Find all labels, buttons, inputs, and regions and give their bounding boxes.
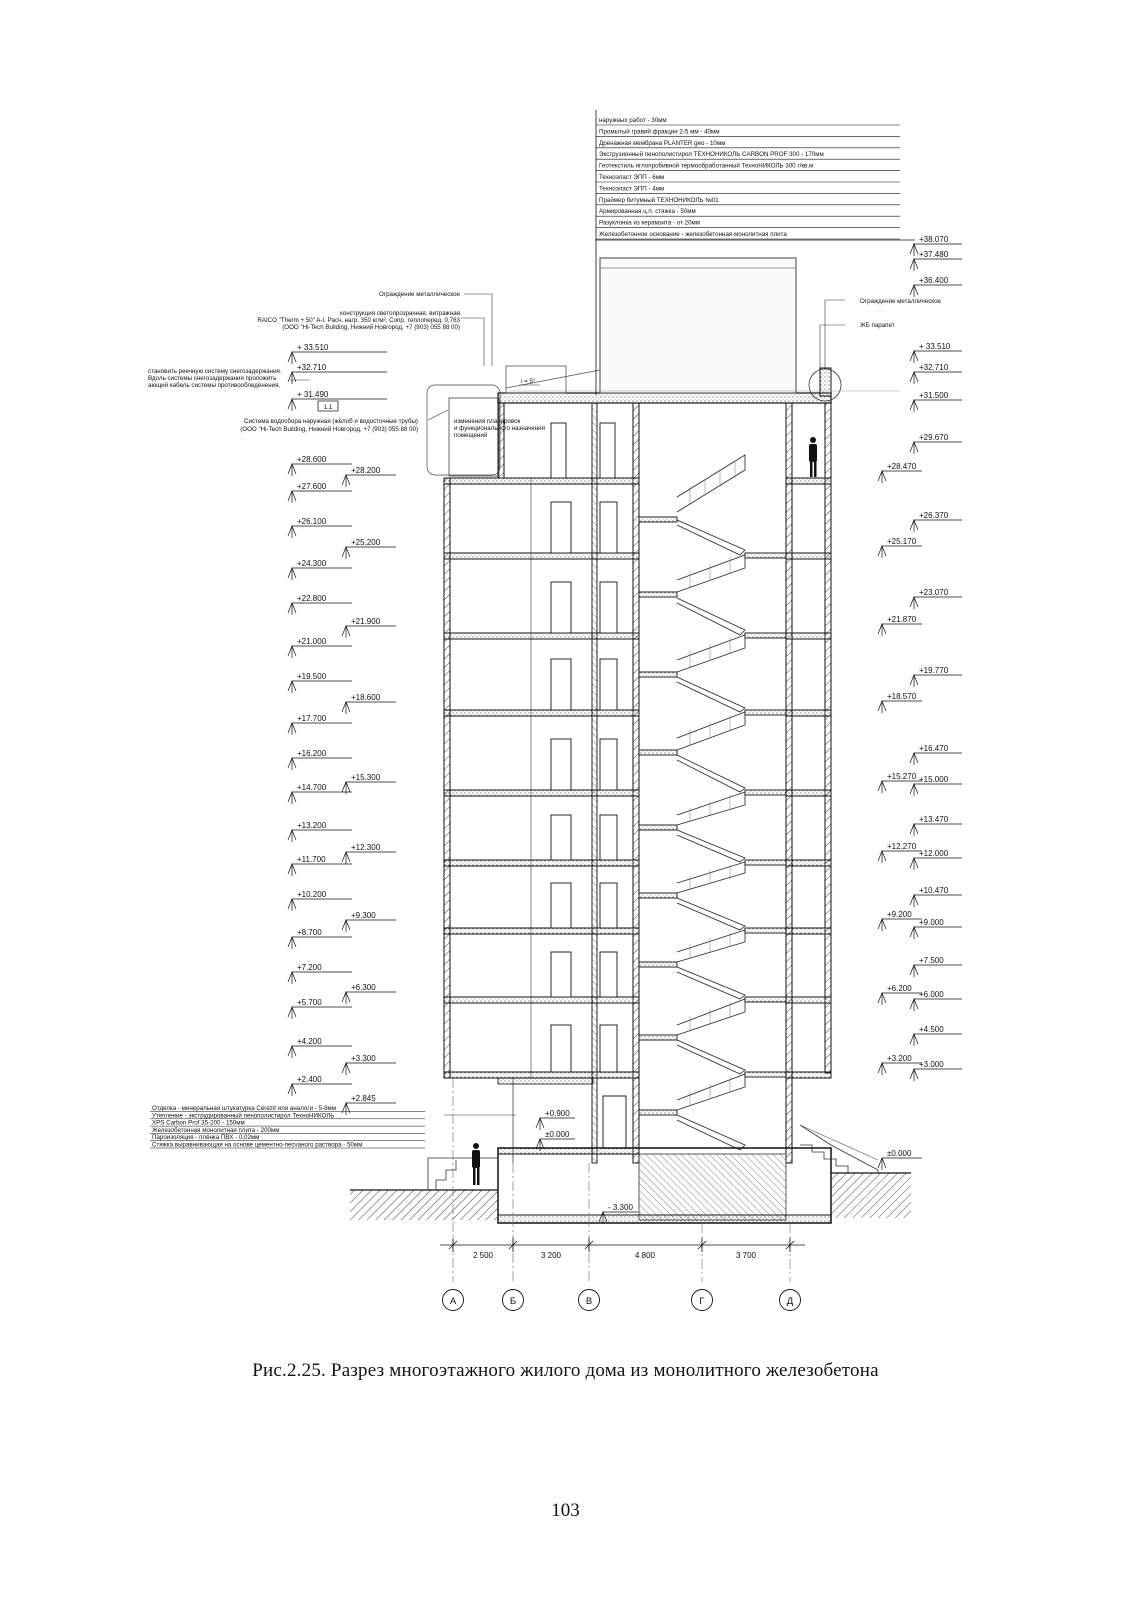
level-value: +12.270 — [887, 842, 917, 851]
building-structure — [290, 110, 915, 1282]
level-value: +37.480 — [919, 250, 949, 259]
roof-layer-label: Техноэласт ЭПП - 4мм — [599, 185, 665, 193]
detail-node-mark: 1.1 — [323, 404, 333, 411]
level-value: +21.900 — [351, 617, 381, 626]
level-value: +7.200 — [297, 963, 322, 972]
right-outer-level — [910, 666, 962, 687]
drainage-note: (ООО "Hi-Tech Building, Нижний Новгород, +7 (903) 055 88 00) — [240, 426, 418, 433]
right-inner-level — [878, 1149, 922, 1170]
level-value: +28.470 — [887, 462, 917, 471]
level-value: +3.300 — [351, 1054, 376, 1063]
left-inner-level — [342, 538, 396, 559]
roof-layer-label: Промытый гравий фракции 2-5 мм - 40мм — [599, 128, 720, 136]
right-outer-level — [910, 433, 962, 454]
left-outer-level — [288, 1037, 352, 1058]
right-inner-level — [878, 615, 922, 636]
level-value: +16.470 — [919, 744, 949, 753]
roof-layer-label: Железобетонное основание - железобетонная монолитная плита — [599, 231, 787, 238]
level-value: +8.700 — [297, 928, 322, 937]
level-value: +6.000 — [919, 990, 944, 999]
level-value: +11.700 — [297, 855, 326, 864]
roof-layer-label: Разуклонка из керамзита - от 20мм — [599, 219, 701, 227]
right-outer-level — [910, 918, 962, 939]
left-outer-level — [288, 963, 352, 984]
right-inner-level — [878, 692, 922, 713]
grid-axis-label: В — [585, 1296, 593, 1307]
grid-axis-label: Г — [699, 1296, 705, 1307]
level-value: + 33.510 — [919, 342, 951, 351]
wall-layer-label: Пароизоляция - плёнка ПВХ - 0,02мм — [152, 1134, 260, 1142]
skylight-note: (ООО "Hi-Tech Building, Нижний Новгород, +7 (903) 055 88 00) — [282, 324, 460, 331]
figure-caption: Рис.2.25. Разрез многоэтажного жилого дома из монолитного железобетона — [252, 1360, 879, 1381]
right-outer-level — [910, 886, 962, 907]
left-inner-level — [342, 983, 396, 1004]
right-outer-level — [910, 744, 962, 765]
level-value: +32.710 — [297, 363, 327, 372]
dimension-labels — [473, 1251, 757, 1260]
roof-layer-label: Армированная ц.п. стяжка - 50мм — [599, 208, 696, 216]
wall-layer-label: Отделка - минеральная штукатурка Cerezit или аналоги - 5-8мм — [152, 1105, 337, 1112]
wall-layer-label: Утепление - экструдированный пенополистирол ТехноНИКОЛЬ — [152, 1112, 335, 1120]
right-outer-level — [910, 363, 962, 384]
right-inner-level — [878, 842, 922, 863]
skylight-note: RAICO "Therm + 50" A-I. Расч. нагр. 350 кг/м². Сопр. теплопеpед. 0,763 — [257, 317, 460, 324]
snow-retention-note: ающий кабель системы противообледенения. — [148, 382, 281, 389]
level-value: +0.900 — [545, 1109, 570, 1118]
left-outer-level — [288, 821, 352, 842]
left-inner-level — [342, 693, 396, 714]
annotations — [148, 291, 942, 439]
level-value: +29.670 — [919, 433, 949, 442]
left-outer-level — [288, 749, 352, 770]
left-outer-level — [288, 783, 352, 804]
left-outer-level — [288, 672, 352, 693]
right-outer-level — [910, 511, 962, 532]
level-value: ±0.000 — [887, 1149, 912, 1158]
level-value: +25.200 — [351, 538, 381, 547]
left-outer-level — [288, 482, 352, 503]
level-value: +23.070 — [919, 588, 949, 597]
level-value: +19.770 — [919, 666, 949, 675]
wall-layer-label: Железобетонная монолитная плита - 200мм — [152, 1126, 280, 1134]
roof-layer-label: наружных работ - 30мм — [599, 117, 667, 124]
level-value: +16.200 — [297, 749, 327, 758]
level-value: ±0.000 — [545, 1130, 570, 1139]
level-value: +6.300 — [351, 983, 376, 992]
right-inner-level — [878, 910, 922, 931]
level-value: +28.600 — [297, 455, 327, 464]
grid-axes — [443, 1290, 801, 1311]
left-inner-level — [342, 773, 396, 794]
right-outer-level — [910, 1025, 962, 1046]
left-outer-level — [288, 890, 352, 911]
dimension-value: 3 700 — [735, 1251, 757, 1260]
left-inner-level — [342, 1054, 396, 1075]
parapet-label: ЖБ парапет — [860, 322, 895, 329]
grid-axis-marker — [692, 1290, 713, 1311]
left-outer-level — [288, 594, 352, 615]
left-inner-level — [342, 1094, 396, 1115]
level-value: +15.270 — [887, 772, 917, 781]
level-value: +12.000 — [919, 849, 949, 858]
right-outer-level — [910, 276, 962, 297]
left-outer-level — [288, 714, 352, 735]
level-value: +3.000 — [919, 1060, 944, 1069]
grid-axis-marker — [579, 1290, 600, 1311]
replanning-note: изменения планировок — [454, 418, 521, 425]
right-outer-level — [910, 956, 962, 977]
left-outer-level — [288, 343, 387, 364]
left-outer-level — [288, 928, 352, 949]
roof-layer-label: Экструзионный пенополистирол ТЕХНОНИКОЛЬ CARBON PROF 300 - 170мм — [599, 151, 824, 159]
grid-axis-label: Б — [509, 1296, 517, 1307]
roof-slope-label: i = 5° — [521, 378, 536, 385]
level-value: +25.170 — [887, 537, 917, 546]
right-outer-level — [910, 342, 962, 363]
level-value: +18.570 — [887, 692, 917, 701]
page-number: 103 — [551, 1500, 580, 1521]
level-value: +38.070 — [919, 235, 949, 244]
level-value: +31.500 — [919, 391, 949, 400]
level-value: +10.200 — [297, 890, 327, 899]
railing-left-label: Ограждение металлическое — [379, 291, 460, 298]
left-inner-level — [342, 843, 396, 864]
level-value: +5.700 — [297, 998, 322, 1007]
snow-retention-note: становить реечную систему снегозадержания. — [148, 368, 282, 375]
replanning-note: помещений — [454, 432, 488, 439]
roof-layer-label: Дренажная мембрана PLANTER geo - 10мм — [599, 139, 726, 147]
level-value: +21.870 — [887, 615, 917, 624]
grid-axis-marker — [443, 1290, 464, 1311]
left-outer-level — [288, 390, 387, 411]
snow-retention-note: Вдоль системы снегозадержания проложить — [148, 375, 277, 382]
level-value: +26.100 — [297, 517, 327, 526]
skylight-note: конструкция светопрозрачная, витражная — [340, 310, 460, 317]
grid-axis-label: А — [449, 1296, 457, 1307]
roof-layer-label: Геотекстиль иглопробивной термообработанный ТехноНИКОЛЬ 300 г/кв.м — [599, 162, 814, 170]
roof-layer-label: Праймер битумный ТЕХНОНИКОЛЬ №01 — [599, 196, 719, 204]
left-outer-level — [288, 517, 352, 538]
grid-axis-marker — [503, 1290, 524, 1311]
level-value: +14.700 — [297, 783, 327, 792]
left-inner-level — [342, 911, 396, 932]
wall-layer-label: Стяжка выравнивающая на основе цементно-песчаного раствора - 50мм — [152, 1141, 363, 1149]
grid-axis-marker — [780, 1290, 801, 1311]
level-value: +24.300 — [297, 559, 327, 568]
right-outer-level — [910, 588, 962, 609]
level-value: +21.000 — [297, 637, 327, 646]
grid-axis-label: Д — [786, 1296, 794, 1307]
roof-layer-label: Техноэласт ЭПП - 6мм — [599, 174, 665, 181]
level-value: - 3.300 — [608, 1203, 633, 1212]
level-value: +27.600 — [297, 482, 327, 491]
level-value: +22.800 — [297, 594, 327, 603]
level-value: +9.200 — [887, 910, 912, 919]
level-value: +28.200 — [351, 466, 381, 475]
dimension-value: 3 200 — [540, 1251, 562, 1260]
left-inner-level — [342, 617, 396, 638]
right-inner-level — [878, 537, 922, 558]
left-outer-level — [288, 637, 352, 658]
level-value: +19.500 — [297, 672, 327, 681]
left-outer-level — [288, 1075, 352, 1096]
roof-layers-table — [596, 117, 900, 239]
wall-layers-table — [150, 1105, 425, 1149]
level-value: +32.710 — [919, 363, 949, 372]
wall-layer-label: XPS Carbon Prof 35-200 - 150мм — [152, 1119, 245, 1127]
railing-right-label: Ограждение металлическое — [860, 298, 941, 305]
level-value: +9.300 — [351, 911, 376, 920]
right-outer-level — [910, 391, 962, 412]
ground-level — [536, 1109, 575, 1130]
level-value: +9.000 — [919, 918, 944, 927]
level-value: +2.845 — [351, 1094, 376, 1103]
level-value: +2.400 — [297, 1075, 322, 1084]
right-outer-level — [910, 815, 962, 836]
right-inner-level — [878, 772, 922, 793]
level-value: +6.200 — [887, 984, 912, 993]
left-inner-level — [342, 466, 396, 487]
level-value: +26.370 — [919, 511, 949, 520]
level-value: +18.600 — [351, 693, 381, 702]
drainage-note: Система водосбора наружная (жёлоб и водосточные трубы) — [244, 418, 418, 425]
dimension-value: 2 500 — [472, 1251, 494, 1260]
level-value: +10.470 — [919, 886, 949, 895]
level-value: +3.200 — [887, 1054, 912, 1063]
level-value: +36.400 — [919, 276, 949, 285]
left-outer-level — [288, 455, 352, 476]
level-value: + 33.510 — [297, 343, 329, 352]
left-outer-level — [288, 855, 352, 876]
level-value: +13.470 — [919, 815, 949, 824]
level-value: +13.200 — [297, 821, 327, 830]
left-outer-level — [288, 363, 387, 384]
level-value: +15.000 — [919, 775, 949, 784]
left-outer-level — [288, 559, 352, 580]
level-value: +17.700 — [297, 714, 327, 723]
right-outer-level — [910, 775, 962, 796]
level-value: +12.300 — [351, 843, 381, 852]
replanning-note: и функционального назначения — [454, 425, 545, 432]
level-value: +4.200 — [297, 1037, 322, 1046]
right-outer-level — [910, 849, 962, 870]
level-value: +4.500 — [919, 1025, 944, 1034]
level-value: +7.500 — [919, 956, 944, 965]
level-value: + 31.490 — [297, 390, 329, 399]
dimension-value: 4 800 — [634, 1251, 656, 1260]
level-value: +15.300 — [351, 773, 381, 782]
right-inner-level — [878, 462, 922, 483]
